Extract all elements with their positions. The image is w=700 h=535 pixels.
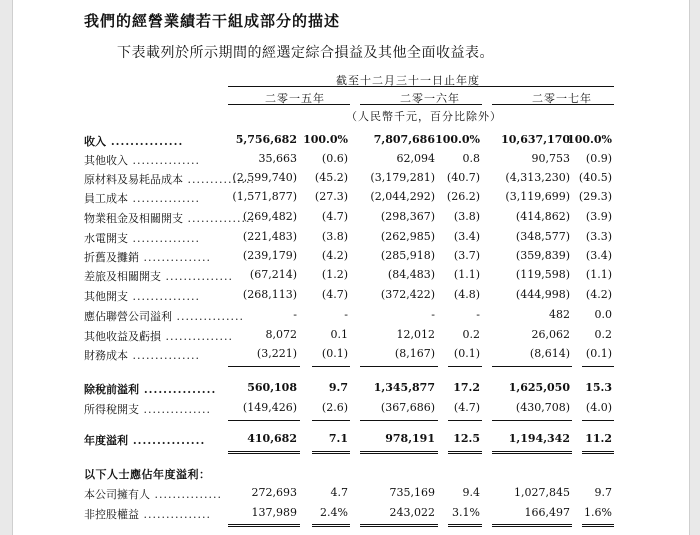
row-value: (0.1) — [585, 347, 612, 360]
row-value: 100.0% — [303, 133, 348, 146]
row-label: 折舊及攤銷 ............... — [84, 251, 211, 264]
row-value: (3.8) — [453, 210, 480, 223]
table-row — [0, 190, 700, 208]
row-value: (4.7) — [321, 288, 348, 301]
row-value: 560,108 — [247, 381, 297, 394]
row-value: 0.0 — [594, 308, 612, 321]
row-value: (1.2) — [321, 268, 348, 281]
row-value: (0.6) — [321, 152, 348, 165]
row-value: (0.1) — [453, 347, 480, 360]
row-value: (4,313,230) — [505, 171, 570, 184]
row-value: 166,497 — [524, 506, 570, 519]
row-value: 1,194,342 — [508, 432, 570, 445]
row-label: 差旅及相關開支 ............... — [84, 270, 233, 283]
unit-note: （人民幣千元，百分比除外） — [346, 110, 502, 123]
row-value: (430,708) — [515, 401, 570, 414]
row-label: 本公司擁有人 ............... — [84, 488, 222, 501]
row-value: 8,072 — [265, 328, 297, 341]
row-value: (2,599,740) — [232, 171, 297, 184]
row-value: (3.4) — [585, 249, 612, 262]
row-value: (4.2) — [585, 288, 612, 301]
row-value: 2.4% — [320, 506, 348, 519]
table-row — [0, 432, 700, 450]
row-value: (40.5) — [578, 171, 612, 184]
row-value: (3.7) — [453, 249, 480, 262]
subtotal-rule — [582, 420, 614, 421]
period-header: 截至十二月三十一日止年度 — [336, 74, 480, 87]
row-value: 26,062 — [531, 328, 570, 341]
subtotal-rule — [312, 366, 350, 367]
row-value: (268,113) — [242, 288, 297, 301]
row-value: 272,693 — [251, 486, 297, 499]
row-value: (1.1) — [453, 268, 480, 281]
row-value: (3.8) — [321, 230, 348, 243]
row-value: 1,625,050 — [508, 381, 570, 394]
row-value: 100.0% — [435, 133, 480, 146]
row-value: (4.7) — [453, 401, 480, 414]
row-value: 9.7 — [594, 486, 612, 499]
row-value: (3,221) — [256, 347, 297, 360]
row-label: 物業租金及相關開支 ............... — [84, 212, 255, 225]
year-2017-rule — [492, 104, 614, 105]
row-value: 100.0% — [567, 133, 612, 146]
subtotal-rule — [228, 420, 300, 421]
table-row — [0, 381, 700, 399]
row-value: (67,214) — [249, 268, 297, 281]
row-value: (269,482) — [242, 210, 297, 223]
row-value: 90,753 — [531, 152, 570, 165]
row-value: (119,598) — [515, 268, 570, 281]
row-label: 水電開支 ............... — [84, 232, 200, 245]
row-value: 137,989 — [251, 506, 297, 519]
row-value: (40.7) — [446, 171, 480, 184]
table-row — [0, 328, 700, 346]
intro-text: 下表載列於所示期間的經選定綜合損益及其他全面收益表。 — [117, 45, 494, 61]
row-label: 收入 ............... — [84, 135, 184, 148]
subtotal-rule — [492, 420, 572, 421]
row-value: 482 — [549, 308, 570, 321]
row-value: - — [293, 308, 297, 321]
row-value: (4.7) — [321, 210, 348, 223]
row-value: 11.2 — [585, 432, 612, 445]
row-value: 243,022 — [389, 506, 435, 519]
row-value: - — [476, 308, 480, 321]
row-label: 年度溢利 ............... — [84, 434, 206, 447]
subtotal-rule — [448, 420, 482, 421]
row-value: (262,985) — [380, 230, 435, 243]
row-label: 其他開支 ............... — [84, 290, 200, 303]
table-row — [0, 210, 700, 228]
row-value: (26.2) — [446, 190, 480, 203]
row-value: 10,637,170 — [501, 133, 570, 146]
row-value: (84,483) — [387, 268, 435, 281]
row-label: 原材料及易耗品成本 ............... — [84, 173, 255, 186]
row-value: 17.2 — [453, 381, 480, 394]
total-double-rule — [492, 524, 572, 527]
row-value: 0.8 — [462, 152, 480, 165]
row-value: - — [431, 308, 435, 321]
row-label: 應佔聯營公司溢利 ............... — [84, 310, 244, 323]
row-value: 9.4 — [462, 486, 480, 499]
subtotal-rule — [360, 366, 438, 367]
total-double-rule — [312, 451, 350, 454]
year-2017-header: 二零一七年 — [532, 92, 592, 105]
subtotal-rule — [492, 366, 572, 367]
row-value: (298,367) — [380, 210, 435, 223]
row-value: (1,571,877) — [232, 190, 297, 203]
row-value: (3,179,281) — [370, 171, 435, 184]
row-value: 5,756,682 — [235, 133, 297, 146]
row-value: (1.1) — [585, 268, 612, 281]
attributable-header: 以下人士應佔年度溢利： — [84, 468, 211, 481]
row-label: 除稅前溢利 ............... — [84, 383, 217, 396]
subtotal-rule — [228, 366, 300, 367]
subtotal-rule — [582, 366, 614, 367]
row-value: (4.8) — [453, 288, 480, 301]
row-value: (3.3) — [585, 230, 612, 243]
row-value: 12,012 — [396, 328, 435, 341]
table-row — [0, 347, 700, 365]
row-value: 1,027,845 — [514, 486, 570, 499]
row-value: (8,614) — [529, 347, 570, 360]
total-double-rule — [448, 451, 482, 454]
row-value: 1,345,877 — [373, 381, 435, 394]
row-value: (372,422) — [380, 288, 435, 301]
table-row — [0, 308, 700, 326]
row-label: 所得稅開支 ............... — [84, 403, 211, 416]
table-row — [0, 288, 700, 306]
row-value: 7.1 — [328, 432, 348, 445]
table-row — [0, 152, 700, 170]
row-label: 其他收入 ............... — [84, 154, 200, 167]
section-title: 我們的經營業績若干組成部分的描述 — [84, 12, 341, 30]
table-row — [0, 486, 700, 504]
table-row — [0, 133, 700, 151]
row-value: 62,094 — [396, 152, 435, 165]
row-value: 735,169 — [389, 486, 435, 499]
total-double-rule — [312, 524, 350, 527]
row-value: 1.6% — [584, 506, 612, 519]
row-label: 員工成本 ............... — [84, 192, 200, 205]
row-value: (348,577) — [515, 230, 570, 243]
row-value: (444,998) — [515, 288, 570, 301]
row-label: 非控股權益 ............... — [84, 508, 211, 521]
subtotal-rule — [448, 366, 482, 367]
row-value: (285,918) — [380, 249, 435, 262]
subtotal-rule — [360, 420, 438, 421]
year-2016-rule — [360, 104, 482, 105]
row-value: (367,686) — [380, 401, 435, 414]
table-row — [0, 230, 700, 248]
total-double-rule — [582, 524, 614, 527]
year-2015-rule — [228, 104, 350, 105]
table-row — [0, 506, 700, 524]
row-value: (8,167) — [394, 347, 435, 360]
table-row — [0, 171, 700, 189]
row-value: (149,426) — [242, 401, 297, 414]
row-value: (2.6) — [321, 401, 348, 414]
row-value: (3.9) — [585, 210, 612, 223]
row-value: 0.2 — [462, 328, 480, 341]
table-row — [0, 401, 700, 419]
year-2015-header: 二零一五年 — [265, 92, 325, 105]
row-value: (3.4) — [453, 230, 480, 243]
total-double-rule — [582, 451, 614, 454]
period-rule — [228, 86, 614, 87]
total-double-rule — [360, 524, 438, 527]
row-value: (359,839) — [515, 249, 570, 262]
row-value: 0.2 — [594, 328, 612, 341]
row-value: (29.3) — [578, 190, 612, 203]
row-value: (27.3) — [314, 190, 348, 203]
row-value: (239,179) — [242, 249, 297, 262]
row-label: 財務成本 ............... — [84, 349, 200, 362]
total-double-rule — [448, 524, 482, 527]
row-value: 15.3 — [585, 381, 612, 394]
row-value: (2,044,292) — [370, 190, 435, 203]
row-value: (3,119,699) — [505, 190, 570, 203]
row-value: 4.7 — [330, 486, 348, 499]
row-value: 12.5 — [453, 432, 480, 445]
row-value: (414,862) — [515, 210, 570, 223]
row-value: (45.2) — [314, 171, 348, 184]
row-value: 410,682 — [247, 432, 297, 445]
row-value: (4.2) — [321, 249, 348, 262]
row-value: 9.7 — [328, 381, 348, 394]
row-value: 978,191 — [385, 432, 435, 445]
row-value: (221,483) — [242, 230, 297, 243]
table-row — [0, 249, 700, 267]
year-2016-header: 二零一六年 — [400, 92, 460, 105]
row-value: (0.1) — [321, 347, 348, 360]
total-double-rule — [360, 451, 438, 454]
row-value: 0.1 — [330, 328, 348, 341]
row-label: 其他收益及虧損 ............... — [84, 330, 233, 343]
total-double-rule — [228, 524, 300, 527]
table-row — [0, 268, 700, 286]
row-value: (4.0) — [585, 401, 612, 414]
row-value: - — [344, 308, 348, 321]
row-value: (0.9) — [585, 152, 612, 165]
row-value: 3.1% — [452, 506, 480, 519]
row-value: 35,663 — [258, 152, 297, 165]
subtotal-rule — [312, 420, 350, 421]
total-double-rule — [492, 451, 572, 454]
row-value: 7,807,686 — [373, 133, 435, 146]
total-double-rule — [228, 451, 300, 454]
